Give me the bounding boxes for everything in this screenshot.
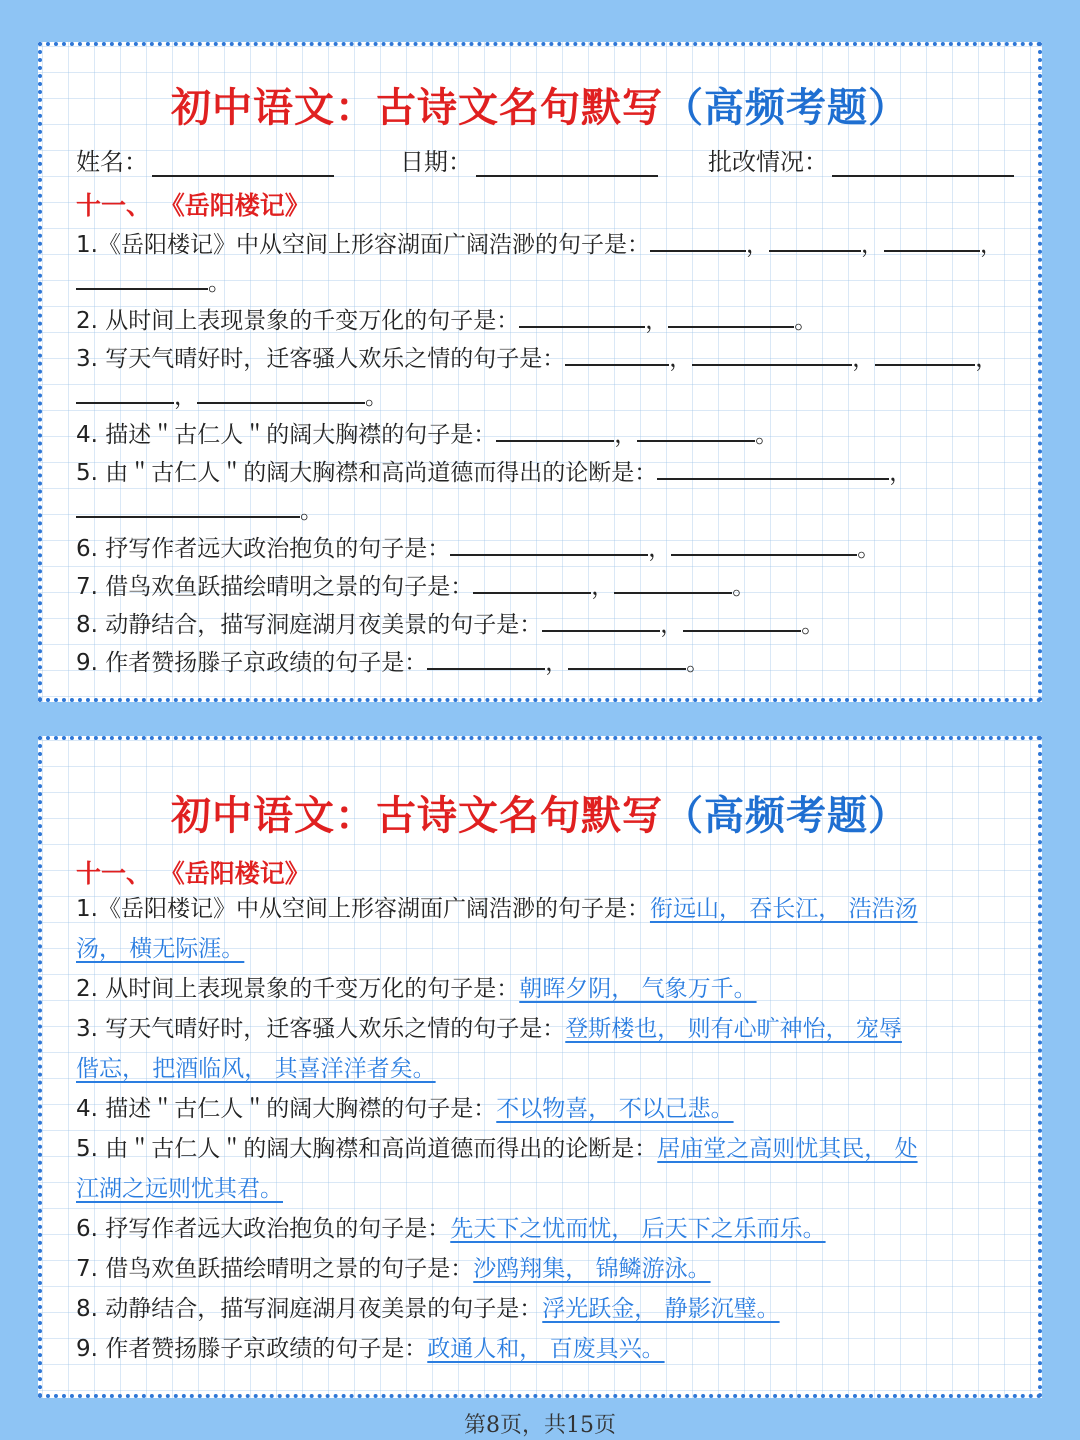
comma: ， — [889, 460, 913, 486]
question-text: 9. 作者赞扬滕子京政绩的句子是： — [76, 650, 428, 676]
answer-9 — [76, 1334, 1008, 1364]
answer-blank[interactable] — [568, 646, 686, 670]
grade-field — [708, 142, 1014, 177]
question-text: 7. 借鸟欢鱼跃描绘晴明之景的句子是： — [76, 574, 474, 600]
comma: ， — [545, 650, 569, 676]
question-3-cont — [76, 380, 1008, 412]
info-row — [76, 142, 1008, 178]
answer-1-cont — [76, 934, 1008, 964]
question-5-cont — [76, 494, 1008, 526]
question-text: 3. 写天气晴好时，迁客骚人欢乐之情的句子是： — [76, 346, 566, 372]
question-text: 2. 从时间上表现景象的千变万化的句子是： — [76, 976, 520, 1002]
name-label: 姓名： — [76, 148, 148, 176]
answer-1 — [76, 894, 1008, 924]
answer-text: 汤， 横无际涯。 — [76, 936, 245, 962]
comma: ， — [669, 346, 693, 372]
name-field — [76, 142, 334, 177]
question-text: 8. 动静结合，描写洞庭湖月夜美景的句子是： — [76, 612, 543, 638]
comma: ， — [174, 384, 197, 410]
date-field — [400, 142, 658, 177]
period: 。 — [794, 308, 818, 334]
period: 。 — [365, 384, 388, 410]
answer-text: 偕忘， 把酒临风， 其喜洋洋者矣。 — [76, 1056, 436, 1082]
question-text: 8. 动静结合，描写洞庭湖月夜美景的句子是： — [76, 1296, 543, 1322]
date-blank[interactable] — [476, 149, 658, 177]
question-1 — [76, 228, 1008, 260]
answer-key-card — [38, 736, 1042, 1398]
answer-7 — [76, 1254, 1008, 1284]
grade-blank[interactable] — [832, 149, 1014, 177]
question-text: 1.《岳阳楼记》中从空间上形容湖面广阔浩渺的句子是： — [76, 232, 650, 258]
question-text: 5. 由＂古仁人＂的阔大胸襟和高尚道德而得出的论断是： — [76, 460, 658, 486]
period: 。 — [686, 650, 710, 676]
answer-6 — [76, 1214, 1008, 1244]
answer-text: 衔远山， 吞长江， 浩浩汤 — [649, 896, 918, 922]
period: 。 — [300, 498, 323, 524]
answer-5 — [76, 1134, 1008, 1164]
answer-text: 先天下之忧而忧， 后天下之乐而乐。 — [450, 1216, 826, 1242]
question-5 — [76, 456, 1008, 488]
answer-text: 居庙堂之高则忧其民， 处 — [657, 1136, 918, 1162]
answer-blank[interactable] — [671, 532, 857, 556]
question-6 — [76, 532, 1008, 564]
question-2 — [76, 304, 1008, 336]
comma: ， — [745, 232, 769, 258]
worksheet-card — [38, 42, 1042, 702]
answer-blank[interactable] — [76, 266, 208, 290]
answer-text: 江湖之远则忧其君。 — [76, 1176, 283, 1202]
answer-text: 浮光跃金， 静影沉璧。 — [542, 1296, 780, 1322]
question-text: 9. 作者赞扬滕子京政绩的句子是： — [76, 1336, 428, 1362]
question-7 — [76, 570, 1008, 602]
comma: ， — [975, 346, 999, 372]
comma: ， — [660, 612, 684, 638]
worksheet-title — [42, 76, 1038, 133]
answer-3-cont — [76, 1054, 1008, 1084]
answer-blank[interactable] — [496, 418, 614, 442]
section-heading: 十一、 《岳阳楼记》 — [76, 859, 310, 888]
question-1-cont — [76, 266, 1008, 298]
date-label: 日期： — [400, 148, 472, 176]
answer-blank[interactable] — [565, 342, 669, 366]
title-sub: （高频考题） — [663, 85, 909, 131]
answer-8 — [76, 1294, 1008, 1324]
page-number: 第8页，共15页 — [464, 1413, 616, 1438]
answer-blank[interactable] — [542, 608, 660, 632]
section-heading: 十一、 《岳阳楼记》 — [76, 191, 310, 220]
answer-blank[interactable] — [692, 342, 852, 366]
answer-blank[interactable] — [875, 342, 975, 366]
answer-4 — [76, 1094, 1008, 1124]
answer-blank[interactable] — [76, 494, 300, 518]
period: 。 — [732, 574, 756, 600]
answer-5-cont — [76, 1174, 1008, 1204]
question-text: 6. 抒写作者远大政治抱负的句子是： — [76, 536, 451, 562]
answer-blank[interactable] — [650, 228, 746, 252]
question-text: 4. 描述＂古仁人＂的阔大胸襟的句子是： — [76, 1096, 497, 1122]
answer-blank[interactable] — [450, 532, 648, 556]
question-text: 7. 借鸟欢鱼跃描绘晴明之景的句子是： — [76, 1256, 474, 1282]
answer-blank[interactable] — [884, 228, 980, 252]
answer-text: 政通人和， 百废具兴。 — [427, 1336, 665, 1362]
question-9 — [76, 646, 1008, 678]
question-text: 6. 抒写作者远大政治抱负的句子是： — [76, 1216, 451, 1242]
comma: ， — [860, 232, 884, 258]
question-text: 3. 写天气晴好时，迁客骚人欢乐之情的句子是： — [76, 1016, 566, 1042]
answer-blank[interactable] — [614, 570, 732, 594]
title-main: 初中语文：古诗文名句默写 — [171, 85, 663, 131]
period: 。 — [755, 422, 779, 448]
comma: ， — [591, 574, 615, 600]
period: 。 — [857, 536, 881, 562]
answer-blank[interactable] — [197, 380, 365, 404]
question-4 — [76, 418, 1008, 450]
comma: ， — [852, 346, 876, 372]
answer-3 — [76, 1014, 1008, 1044]
comma: ， — [979, 232, 1003, 258]
answer-text: 登斯楼也， 则有心旷神怡， 宠辱 — [565, 1016, 902, 1042]
title-main: 初中语文：古诗文名句默写 — [171, 793, 663, 839]
period: 。 — [208, 270, 231, 296]
question-3 — [76, 342, 1008, 374]
answer-blank[interactable] — [668, 304, 794, 328]
period: 。 — [801, 612, 825, 638]
question-text: 4. 描述＂古仁人＂的阔大胸襟的句子是： — [76, 422, 497, 448]
answer-blank[interactable] — [519, 304, 645, 328]
grade-label: 批改情况： — [708, 148, 828, 176]
answer-text: 朝晖夕阴， 气象万千。 — [519, 976, 757, 1002]
title-sub: （高频考题） — [663, 793, 909, 839]
answer-blank[interactable] — [683, 608, 801, 632]
question-8 — [76, 608, 1008, 640]
answer-blank[interactable] — [769, 228, 861, 252]
answer-text: 不以物喜， 不以己悲。 — [496, 1096, 734, 1122]
question-text: 5. 由＂古仁人＂的阔大胸襟和高尚道德而得出的论断是： — [76, 1136, 658, 1162]
answer-blank[interactable] — [76, 380, 174, 404]
answer-blank[interactable] — [637, 418, 755, 442]
answer-2 — [76, 974, 1008, 1004]
answer-blank[interactable] — [473, 570, 591, 594]
question-text: 2. 从时间上表现景象的千变万化的句子是： — [76, 308, 520, 334]
answer-key-title — [42, 784, 1038, 841]
answer-blank[interactable] — [427, 646, 545, 670]
name-blank[interactable] — [152, 149, 334, 177]
question-text: 1.《岳阳楼记》中从空间上形容湖面广阔浩渺的句子是： — [76, 896, 650, 922]
answer-blank[interactable] — [657, 456, 889, 480]
answer-text: 沙鸥翔集， 锦鳞游泳。 — [473, 1256, 711, 1282]
comma: ， — [645, 308, 669, 334]
comma: ， — [614, 422, 638, 448]
comma: ， — [648, 536, 672, 562]
